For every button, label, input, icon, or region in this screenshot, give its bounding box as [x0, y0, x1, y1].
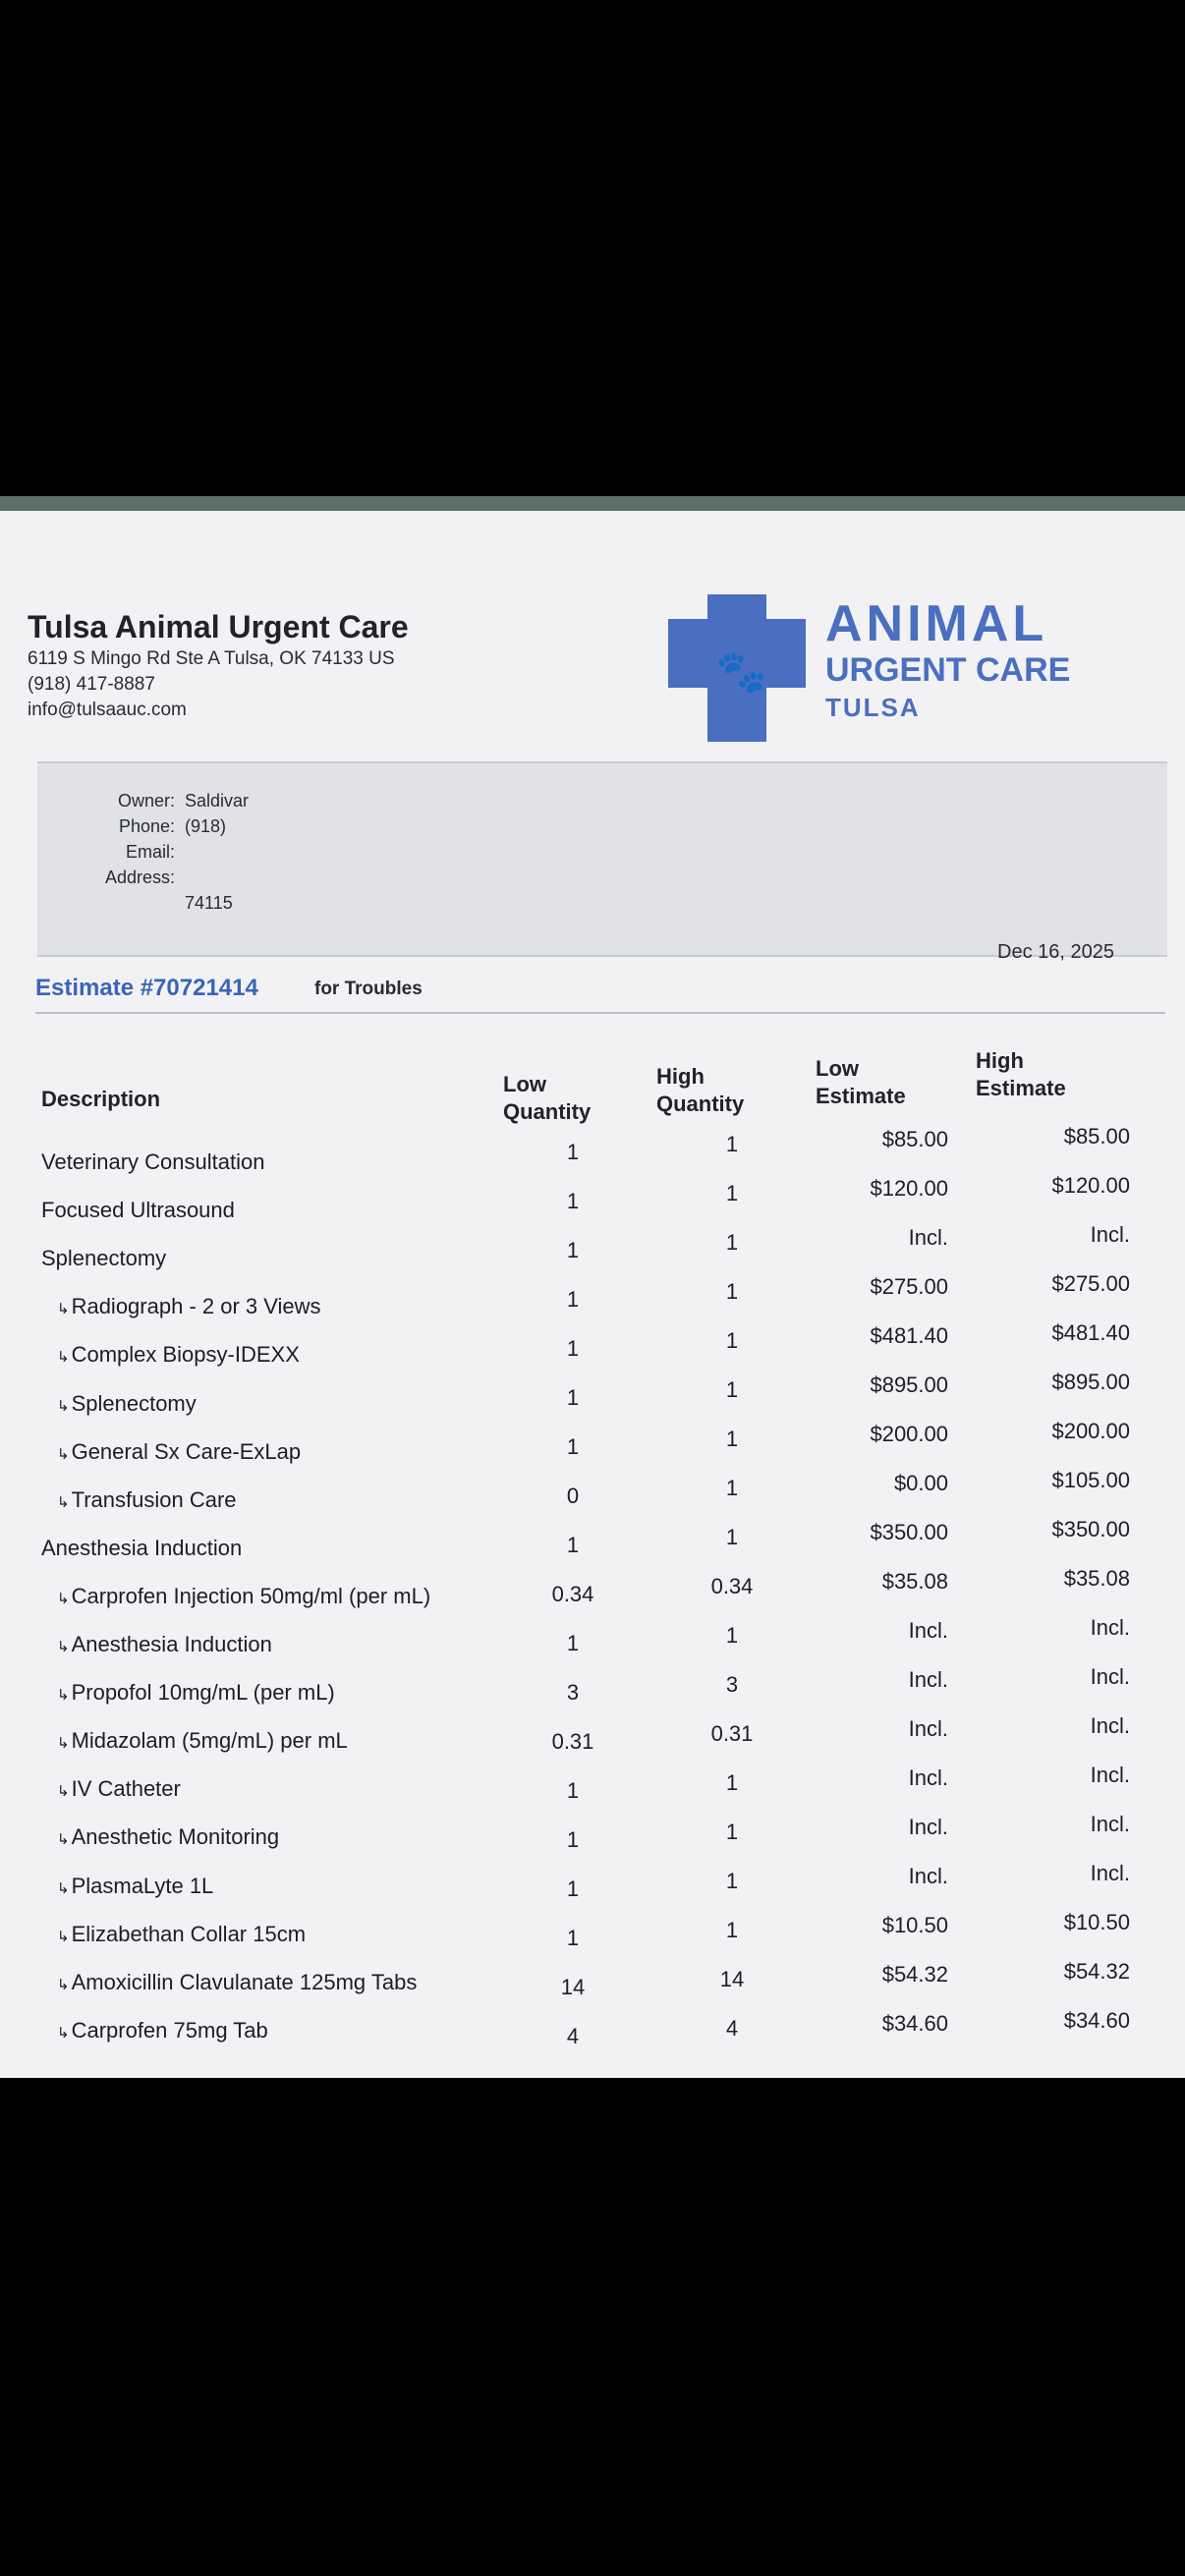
row-low-estimate: $54.32 — [881, 1962, 948, 1987]
row-low-quantity: 4 — [566, 2024, 580, 2048]
row-high-estimate: Incl. — [1090, 1664, 1130, 1689]
estimate-for-patient: for Troubles — [314, 979, 423, 999]
row-high-estimate: $54.32 — [1063, 1959, 1130, 1984]
row-high-quantity: 1 — [725, 1476, 739, 1500]
owner-value: Saldivar — [185, 791, 250, 811]
row-description: ↳ Elizabethan Collar 15cm — [57, 1922, 306, 1947]
row-high-quantity: 1 — [725, 1377, 739, 1402]
row-high-estimate: $85.00 — [1063, 1124, 1130, 1148]
clinic-name: Tulsa Animal Urgent Care — [28, 609, 409, 644]
clinic-logo — [668, 594, 1100, 742]
row-high-quantity: 1 — [725, 1820, 739, 1844]
row-low-estimate: $120.00 — [870, 1176, 948, 1201]
row-high-quantity: 1 — [725, 1770, 739, 1795]
row-low-estimate: Incl. — [908, 1864, 948, 1888]
row-high-estimate: Incl. — [1090, 1861, 1130, 1885]
row-description: ↳ General Sx Care-ExLap — [57, 1439, 301, 1465]
row-high-estimate: Incl. — [1090, 1812, 1130, 1836]
row-description: ↳ Transfusion Care — [57, 1487, 237, 1513]
row-high-quantity: 3 — [725, 1672, 739, 1697]
row-high-quantity: 1 — [725, 1869, 739, 1893]
row-description: ↳ Midazolam (5mg/mL) per mL — [57, 1728, 348, 1754]
row-low-estimate: $10.50 — [881, 1913, 948, 1937]
row-low-quantity: 0.31 — [551, 1729, 594, 1754]
row-high-quantity: 1 — [725, 1623, 739, 1648]
header-low-quantity — [503, 1071, 591, 1126]
header-high-estimate — [976, 1047, 1066, 1102]
row-high-quantity: 1 — [725, 1427, 739, 1451]
row-high-estimate: $10.50 — [1063, 1910, 1130, 1934]
row-low-quantity: 14 — [560, 1975, 586, 1999]
row-low-estimate: $34.60 — [881, 2011, 948, 2036]
row-description: ↳ Carprofen 75mg Tab — [57, 2018, 268, 2044]
paw-icon: 🐾 — [715, 648, 767, 695]
row-high-quantity: 1 — [725, 1328, 739, 1353]
row-low-quantity: 1 — [566, 1385, 580, 1410]
row-low-estimate: Incl. — [908, 1716, 948, 1741]
row-high-estimate: $34.60 — [1063, 2008, 1130, 2033]
row-low-quantity: 1 — [566, 1434, 580, 1459]
row-low-quantity: 1 — [566, 1876, 580, 1901]
row-low-estimate: $200.00 — [870, 1422, 948, 1446]
row-description: ↳ Splenectomy — [57, 1391, 197, 1417]
header-low-estimate — [816, 1055, 906, 1110]
row-low-quantity: 1 — [566, 1140, 580, 1164]
row-description: ↳ Carprofen Injection 50mg/ml (per mL) — [57, 1584, 430, 1609]
header-low-estimate-line1: Low — [816, 1056, 859, 1081]
row-low-estimate: Incl. — [908, 1815, 948, 1839]
row-low-quantity: 3 — [566, 1680, 580, 1705]
logo-text-animal: ANIMAL — [825, 595, 1048, 652]
header-low-quantity-line1: Low — [503, 1072, 546, 1096]
row-high-quantity: 14 — [719, 1967, 745, 1991]
clinic-address: 6119 S Mingo Rd Ste A Tulsa, OK 74133 US — [28, 648, 395, 669]
row-description: ↳ Radiograph - 2 or 3 Views — [57, 1294, 321, 1319]
row-low-estimate: $481.40 — [870, 1323, 948, 1348]
row-low-quantity: 1 — [566, 1778, 580, 1803]
header-high-estimate-line1: High — [976, 1048, 1024, 1073]
row-description: ↳ Complex Biopsy-IDEXX — [57, 1342, 300, 1368]
header-description: Description — [41, 1087, 161, 1111]
row-high-estimate: Incl. — [1090, 1222, 1130, 1247]
row-high-quantity: 1 — [725, 1279, 739, 1304]
estimate-document — [0, 511, 1185, 2078]
row-low-quantity: 1 — [566, 1238, 580, 1262]
row-high-quantity: 1 — [725, 1230, 739, 1255]
row-high-estimate: Incl. — [1090, 1713, 1130, 1738]
estimate-date: Dec 16, 2025 — [997, 941, 1114, 963]
row-low-estimate: $85.00 — [881, 1127, 948, 1151]
phone-label: Phone: — [118, 816, 175, 836]
row-description: ↳ Amoxicillin Clavulanate 125mg Tabs — [57, 1970, 417, 1995]
row-description: ↳ Anesthesia Induction — [57, 1632, 272, 1657]
row-low-quantity: 1 — [566, 1336, 580, 1361]
clinic-phone: (918) 417-8887 — [28, 674, 155, 695]
row-description: ↳ Propofol 10mg/mL (per mL) — [57, 1680, 335, 1706]
header-high-estimate-line2: Estimate — [976, 1076, 1066, 1100]
row-high-estimate: $35.08 — [1063, 1566, 1130, 1591]
address-label: Address: — [104, 868, 175, 887]
row-description: ↳ PlasmaLyte 1L — [57, 1874, 213, 1899]
header-low-quantity-line2: Quantity — [503, 1099, 592, 1124]
clinic-email: info@tulsaauc.com — [28, 700, 187, 720]
row-low-estimate: $350.00 — [870, 1520, 948, 1544]
row-high-quantity: 1 — [725, 1918, 739, 1942]
row-description: Anesthesia Induction — [41, 1536, 243, 1560]
owner-label: Owner: — [117, 791, 175, 811]
row-low-estimate: Incl. — [908, 1618, 948, 1643]
row-high-estimate: Incl. — [1090, 1615, 1130, 1640]
row-low-estimate: $895.00 — [870, 1372, 948, 1397]
row-high-estimate: $275.00 — [1051, 1271, 1130, 1296]
row-low-quantity: 1 — [566, 1189, 580, 1213]
row-low-quantity: 1 — [566, 1287, 580, 1312]
row-high-estimate: $200.00 — [1051, 1419, 1130, 1443]
row-low-estimate: Incl. — [908, 1667, 948, 1692]
row-low-quantity: 1 — [566, 1631, 580, 1655]
row-high-estimate: $120.00 — [1051, 1173, 1130, 1198]
logo-text-tulsa: TULSA — [825, 693, 921, 722]
row-low-quantity: 0.34 — [551, 1582, 594, 1606]
row-high-estimate: Incl. — [1090, 1763, 1130, 1787]
header-high-quantity — [656, 1063, 744, 1118]
row-high-quantity: 4 — [725, 2016, 739, 2041]
email-label: Email: — [125, 842, 175, 862]
row-description: Focused Ultrasound — [41, 1198, 235, 1222]
row-high-estimate: $105.00 — [1051, 1468, 1130, 1492]
row-low-quantity: 0 — [566, 1484, 580, 1508]
row-high-quantity: 0.34 — [710, 1574, 754, 1598]
owner-info-box — [37, 761, 1167, 957]
estimate-title: Estimate #70721414 — [35, 975, 258, 1001]
phone-value: (918) — [185, 816, 227, 836]
address-zip: 74115 — [185, 893, 233, 913]
row-low-estimate: Incl. — [908, 1765, 948, 1790]
row-description: Veterinary Consultation — [41, 1149, 265, 1174]
row-high-estimate: $895.00 — [1051, 1370, 1130, 1394]
row-high-quantity: 0.31 — [710, 1721, 754, 1746]
row-high-estimate: $481.40 — [1051, 1320, 1130, 1345]
row-low-estimate: $0.00 — [893, 1471, 948, 1495]
row-description: ↳ Anesthetic Monitoring — [57, 1824, 279, 1850]
row-high-estimate: $350.00 — [1051, 1517, 1130, 1541]
header-low-estimate-line2: Estimate — [816, 1084, 906, 1108]
row-low-quantity: 1 — [566, 1533, 580, 1557]
header-high-quantity-line2: Quantity — [656, 1092, 745, 1116]
logo-text-urgent-care: URGENT CARE — [825, 651, 1071, 689]
row-low-estimate: Incl. — [908, 1225, 948, 1250]
row-high-quantity: 1 — [725, 1181, 739, 1205]
row-high-quantity: 1 — [725, 1132, 739, 1156]
row-description: ↳ IV Catheter — [57, 1776, 181, 1802]
row-description: Splenectomy — [41, 1246, 167, 1270]
header-high-quantity-line1: High — [656, 1064, 705, 1089]
row-low-quantity: 1 — [566, 1926, 580, 1950]
row-low-estimate: $275.00 — [870, 1274, 948, 1299]
row-high-quantity: 1 — [725, 1525, 739, 1549]
row-low-quantity: 1 — [566, 1827, 580, 1852]
row-low-estimate: $35.08 — [881, 1569, 948, 1594]
title-divider — [35, 1012, 1165, 1014]
